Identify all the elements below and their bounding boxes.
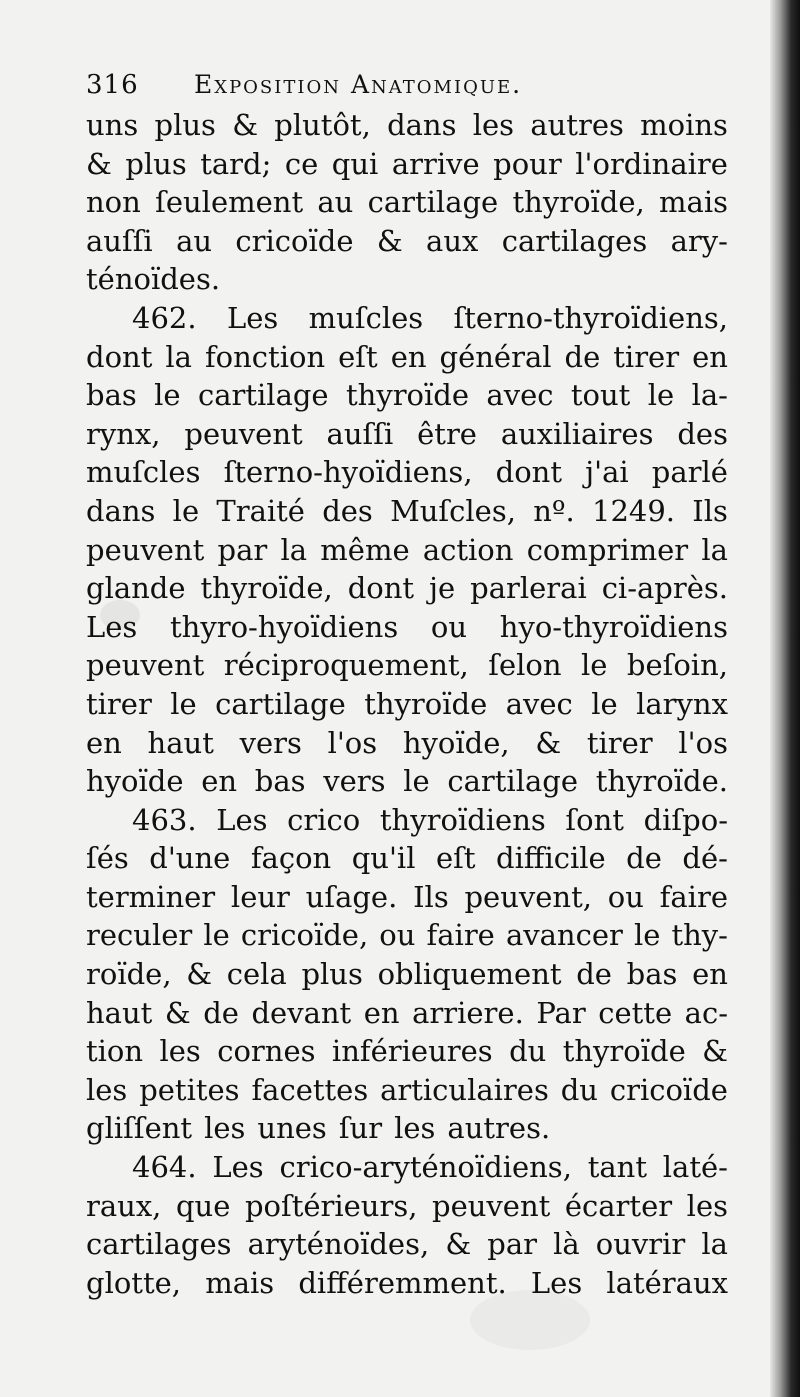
text-line: rynx, peuvent auſſi être auxiliaires des <box>86 416 728 451</box>
text-line: les petites facettes articulaires du cricoïde <box>86 1072 728 1107</box>
text-line: en haut vers l'os hyoïde, & tirer l'os <box>86 725 728 760</box>
text-line: dont la fonction eſt en général de tirer en <box>86 339 728 374</box>
text-line: tirer le cartilage thyroïde avec le larynx <box>86 686 728 721</box>
text-line: auſſi au cricoïde & aux cartilages ary- <box>86 223 728 258</box>
text-line: glotte, mais différemment. Les latéraux <box>86 1265 728 1300</box>
text-line: non ſeulement au cartilage thyroïde, mais <box>86 185 728 220</box>
text-line: haut & de devant en arriere. Par cette ac- <box>86 995 728 1030</box>
text-line: 462. Les muſcles ſterno-thyroïdiens, <box>132 300 728 335</box>
text-line: hyoïde en bas vers le cartilage thyroïde. <box>86 764 728 799</box>
text-line: roïde, & cela plus obliquement de bas en <box>86 957 728 992</box>
text-line: raux, que poſtérieurs, peuvent écarter les <box>86 1188 728 1223</box>
text-line: reculer le cricoïde, ou faire avancer le thy- <box>86 918 728 953</box>
text-line: gliſſent les unes ſur les autres. <box>86 1111 551 1146</box>
text-line: 463. Les crico thyroïdiens ſont diſpo- <box>132 802 728 837</box>
text-line: bas le cartilage thyroïde avec tout le la- <box>86 378 728 413</box>
text-line: muſcles ſterno-hyoïdiens, dont j'ai parlé <box>86 455 728 490</box>
text-block <box>86 70 728 1304</box>
running-head <box>86 70 728 108</box>
text-line: & plus tard; ce qui arrive pour l'ordinaire <box>86 146 728 181</box>
running-title: Exposition Anatomique. <box>194 70 523 99</box>
text-line: 464. Les crico-aryténoïdiens, tant laté- <box>132 1150 728 1185</box>
text-line: ténoïdes. <box>86 262 221 297</box>
text-line: terminer leur uſage. Ils peuvent, ou faire <box>86 879 728 914</box>
text-line: tion les cornes inférieures du thyroïde & <box>86 1034 728 1069</box>
text-line: uns plus & plutôt, dans les autres moins <box>86 108 728 142</box>
text-line: dans le Traité des Muſcles, nº. 1249. Ils <box>86 493 728 528</box>
body-text <box>86 108 728 1304</box>
text-line: Les thyro-hyoïdiens ou hyo-thyroïdiens <box>86 609 728 644</box>
text-line: peuvent réciproquement, ſelon le beſoin, <box>86 648 728 683</box>
text-line: peuvent par la même action comprimer la <box>86 532 728 567</box>
text-line: glande thyroïde, dont je parlerai ci-après. <box>86 571 728 606</box>
text-line: cartilages aryténoïdes, & par là ouvrir la <box>86 1227 728 1262</box>
page-number: 316 <box>86 70 139 100</box>
page-gutter-edge <box>770 0 800 1397</box>
text-line: ſés d'une façon qu'il eſt difficile de dé- <box>86 841 728 876</box>
